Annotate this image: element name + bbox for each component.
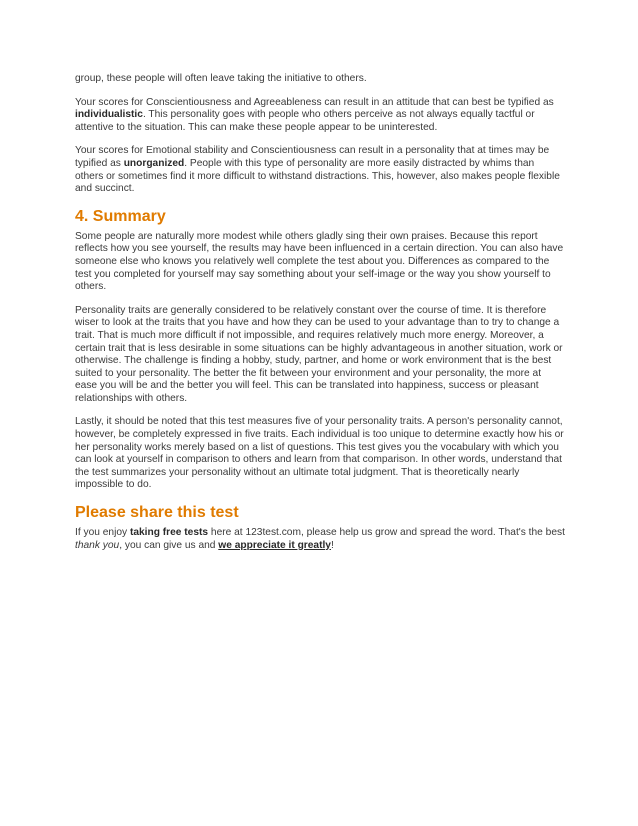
intro-paragraph-2 (75, 97, 565, 135)
intro-paragraph-1: group, these people will often leave taking the initiative to others. (75, 73, 367, 84)
appreciate-link[interactable]: we appreciate it greatly (218, 539, 331, 551)
summary-heading: 4. Summary (75, 207, 166, 225)
summary-paragraph-2: Personality traits are generally considered to be relatively constant over the course of time. It is therefore wiser to look at the traits that you have and how they can be used to your advantage than to try to change a trait. That is much more difficult if not impossible, and requires relatively much more energy. Moreover, a certain trait that is less desirable in some situations can be highly advantageous in another situation, work or otherwise. The challenge is finding a hobby, study, partner, and home or work environment that is the best suited to your personality. The better the fit between your environment and your personality, the more at ease you will be and the better you will feel. This can be translated into happiness, success or pleasant relationships with others. (75, 304, 563, 404)
share-bold-free-tests: taking free tests (129, 527, 209, 539)
document-page (75, 73, 565, 558)
intro-p2-text-b: . This personality goes with people who others perceive as not always equally tactful or attentive to the situation. This can make these people appear to be uninterested. (75, 109, 535, 133)
summary-paragraph-1: Some people are naturally more modest while others gladly sing their own praises. Because this report reflects how you see yourself, the results may have been influenced in a certain direction. You can also have someone else who knows you relatively well complete the test about you. Differences as compared to the test you completed for yourself may say something about your self-image or the way you show yourself to others. (75, 230, 564, 293)
trait-individualistic: individualistic (75, 109, 143, 121)
share-italic-thank-you: thank you (75, 539, 120, 551)
share-paragraph (75, 527, 565, 552)
summary-paragraph-3: Lastly, it should be noted that this test measures five of your personality traits. A person's personality cannot, however, be completely expressed in five traits. Each individual is too unique to determine exactly how his or her personality works merely based on a list of questions. This test gives you the vocabulary with which you can look at yourself in comparison to others and learn from that comparison. In other words, understand that the test summarizes your personality without an ultimate total judgment. That is theoretically nearly impossible to do. (75, 416, 564, 491)
intro-p3-text-b: . People with this type of personality are more easily distracted by whims than others or sometimes find it more difficult to withstand distractions. This, however, also makes people flexible and succinct. (75, 157, 560, 195)
share-text-1: If you enjoy (75, 527, 130, 539)
share-text-4: ! (330, 539, 334, 551)
trait-unorganized: unorganized (123, 157, 185, 169)
share-heading: Please share this test (75, 504, 239, 522)
intro-p3-text-a: Your scores for Emotional stability and Conscientiousness can result in a personality that at times may be typified as (75, 145, 550, 169)
intro-paragraph-3 (75, 145, 565, 195)
share-text-2: here at 123test.com, please help us grow and spread the word. That's the best (208, 527, 565, 539)
intro-p2-text-a: Your scores for Conscientiousness and Agreeableness can result in an attitude that can best be typified as (75, 96, 554, 108)
share-text-3: , you can give us and (119, 539, 219, 551)
